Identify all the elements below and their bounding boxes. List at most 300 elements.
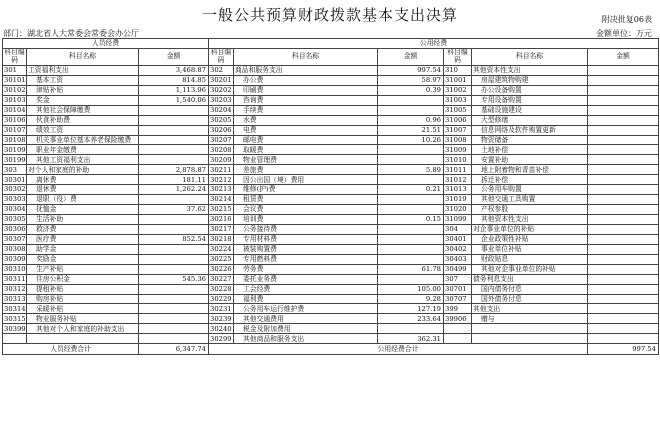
table-row bbox=[3, 115, 659, 125]
capital-amount bbox=[588, 254, 659, 264]
capital-code: 31009 bbox=[444, 145, 472, 155]
personnel-name: 对个人和家庭的补助 bbox=[27, 165, 139, 175]
public-code: 30213 bbox=[210, 185, 232, 194]
capital-name: 其他对企事业单位的补贴 bbox=[472, 264, 588, 274]
personnel-amount bbox=[139, 304, 209, 314]
table-row bbox=[3, 125, 659, 135]
public-name: 电费 bbox=[234, 125, 378, 135]
public-code: 30204 bbox=[210, 105, 232, 114]
public-name: 物业管理费 bbox=[234, 155, 378, 165]
personnel-amount bbox=[139, 125, 209, 135]
personnel-code: 30107 bbox=[4, 125, 26, 134]
public-amount bbox=[378, 234, 444, 244]
capital-amount bbox=[588, 234, 659, 244]
table-number: 附决批复06表 bbox=[601, 15, 652, 24]
public-amount bbox=[378, 155, 444, 165]
personnel-amount: 3,468.87 bbox=[139, 65, 209, 75]
personnel-code: 30310 bbox=[4, 264, 26, 273]
personnel-amount bbox=[139, 334, 209, 344]
personnel-code: 303 bbox=[3, 165, 27, 175]
personnel-amount bbox=[139, 284, 209, 294]
personnel-amount bbox=[139, 155, 209, 165]
public-name: 邮电费 bbox=[234, 135, 378, 145]
capital-code: 307 bbox=[444, 274, 472, 284]
public-code: 30231 bbox=[210, 304, 232, 313]
table-row bbox=[3, 65, 659, 75]
public-amount: 0.39 bbox=[378, 85, 444, 95]
table-row bbox=[3, 304, 659, 314]
personnel-amount: 1,540.06 bbox=[139, 95, 209, 105]
capital-name: 公务用车购置 bbox=[472, 185, 588, 195]
capital-name bbox=[472, 334, 588, 344]
public-name: 会议费 bbox=[234, 205, 378, 215]
capital-amount bbox=[588, 165, 659, 175]
personnel-amount: 37.62 bbox=[139, 205, 209, 215]
personnel-name: 生产补贴 bbox=[27, 264, 139, 274]
personnel-amount bbox=[139, 224, 209, 234]
personnel-amount: 852.54 bbox=[139, 234, 209, 244]
public-amount bbox=[378, 244, 444, 254]
public-code: 30203 bbox=[210, 96, 232, 105]
table-row bbox=[3, 234, 659, 244]
capital-code: 31011 bbox=[444, 165, 472, 175]
public-name: 其他交通费用 bbox=[234, 314, 378, 324]
capital-name: 债务利息支出 bbox=[472, 274, 588, 284]
personnel-amount: 2,878.87 bbox=[139, 165, 209, 175]
public-name: 商品和服务支出 bbox=[234, 65, 378, 75]
capital-name: 安置补助 bbox=[472, 155, 588, 165]
personnel-name: 购房补贴 bbox=[27, 294, 139, 304]
personnel-code: 30109 bbox=[4, 145, 26, 154]
capital-name: 国外债务付息 bbox=[472, 294, 588, 304]
capital-name: 其他支出 bbox=[472, 304, 588, 314]
personnel-name bbox=[27, 334, 139, 344]
totals-row bbox=[3, 344, 659, 355]
personnel-code: 30308 bbox=[4, 245, 26, 254]
personnel-code: 30307 bbox=[4, 235, 26, 244]
public-code: 30202 bbox=[210, 86, 232, 95]
public-name: 手续费 bbox=[234, 105, 378, 115]
public-amount bbox=[378, 105, 444, 115]
col-header-amount: 金额 bbox=[139, 48, 209, 65]
capital-name: 信息网络及软件购置更新 bbox=[472, 125, 588, 135]
personnel-name: 机关事业单位基本养老保险缴费 bbox=[27, 135, 139, 145]
capital-amount bbox=[588, 195, 659, 205]
public-amount: 5.89 bbox=[378, 165, 444, 175]
public-name: 公务用车运行维护费 bbox=[234, 304, 378, 314]
public-name: 劳务费 bbox=[234, 264, 378, 274]
capital-name: 办公设备购置 bbox=[472, 85, 588, 95]
table-row bbox=[3, 165, 659, 175]
personnel-code: 30304 bbox=[4, 205, 26, 214]
table-row bbox=[3, 274, 659, 284]
public-amount: 10.26 bbox=[378, 135, 444, 145]
personnel-code: 30102 bbox=[4, 86, 26, 95]
capital-amount bbox=[588, 95, 659, 105]
department-label: 部门：湖北省人大常委会常委会办公厅 bbox=[3, 29, 139, 38]
public-code: 30240 bbox=[210, 324, 232, 333]
personnel-code: 30315 bbox=[4, 314, 26, 323]
capital-amount bbox=[588, 75, 659, 85]
col-header-name: 科目名称 bbox=[27, 48, 139, 65]
personnel-name: 绩效工资 bbox=[27, 125, 139, 135]
personnel-amount bbox=[139, 244, 209, 254]
public-section-header: 公用经费 bbox=[209, 39, 659, 49]
personnel-code: 30313 bbox=[4, 294, 26, 303]
public-name: 专用燃料费 bbox=[234, 254, 378, 264]
personnel-code: 30104 bbox=[4, 105, 26, 114]
personnel-name: 助学金 bbox=[27, 244, 139, 254]
personnel-amount bbox=[139, 145, 209, 155]
capital-code: 31020 bbox=[444, 205, 472, 215]
personnel-code: 30311 bbox=[4, 274, 26, 283]
public-amount bbox=[378, 95, 444, 105]
table-row bbox=[3, 294, 659, 304]
table-row bbox=[3, 95, 659, 105]
capital-code: 31019 bbox=[444, 195, 472, 205]
col-header-code: 科目编码 bbox=[444, 48, 472, 65]
capital-name bbox=[472, 324, 588, 334]
personnel-code: 30301 bbox=[4, 175, 26, 184]
capital-amount bbox=[588, 274, 659, 284]
capital-name: 土地补偿 bbox=[472, 145, 588, 155]
public-name: 其他商品和服务支出 bbox=[234, 334, 378, 344]
public-code: 30226 bbox=[210, 264, 232, 273]
col-header-amount: 金额 bbox=[378, 48, 444, 65]
public-amount bbox=[378, 145, 444, 155]
public-name: 税金及附加费用 bbox=[234, 324, 378, 334]
personnel-name: 伙食补助费 bbox=[27, 115, 139, 125]
capital-name: 产权参股 bbox=[472, 205, 588, 215]
public-amount: 21.51 bbox=[378, 125, 444, 135]
public-code: 30201 bbox=[210, 76, 232, 85]
personnel-name: 奖励金 bbox=[27, 254, 139, 264]
table-row bbox=[3, 155, 659, 165]
capital-name: 其他资本性支出 bbox=[472, 65, 588, 75]
table-row bbox=[3, 195, 659, 205]
public-amount: 0.21 bbox=[378, 185, 444, 195]
public-name: 委托业务费 bbox=[234, 274, 378, 284]
capital-name: 拆迁补偿 bbox=[472, 175, 588, 185]
capital-amount bbox=[588, 314, 659, 324]
capital-name: 其他交通工具购置 bbox=[472, 195, 588, 205]
capital-amount bbox=[588, 304, 659, 314]
public-code: 30207 bbox=[210, 135, 232, 144]
public-code: 302 bbox=[209, 65, 234, 75]
public-name: 咨询费 bbox=[234, 95, 378, 105]
capital-code bbox=[444, 334, 472, 344]
capital-name: 房屋建筑物购建 bbox=[472, 75, 588, 85]
col-header-name: 科目名称 bbox=[472, 48, 588, 65]
capital-name: 事业单位补贴 bbox=[472, 244, 588, 254]
capital-amount bbox=[588, 105, 659, 115]
table-row bbox=[3, 224, 659, 234]
personnel-section-header: 人员经费 bbox=[3, 39, 209, 49]
capital-code: 31008 bbox=[444, 135, 472, 145]
capital-name: 财政贴息 bbox=[472, 254, 588, 264]
capital-code: 31003 bbox=[444, 95, 472, 105]
personnel-name: 其他工资福利支出 bbox=[27, 155, 139, 165]
public-name: 办公费 bbox=[234, 75, 378, 85]
capital-name: 大型修缮 bbox=[472, 115, 588, 125]
table-row bbox=[3, 135, 659, 145]
capital-amount bbox=[588, 324, 659, 334]
public-total-value: 997.54 bbox=[588, 344, 659, 355]
table-row bbox=[3, 175, 659, 185]
personnel-name: 奖金 bbox=[27, 95, 139, 105]
personnel-total-label: 人员经费合计 bbox=[3, 344, 139, 355]
public-amount: 127.19 bbox=[378, 304, 444, 314]
capital-amount bbox=[588, 224, 659, 234]
personnel-code: 30306 bbox=[4, 225, 26, 234]
public-amount: 0.96 bbox=[378, 115, 444, 125]
personnel-code: 30106 bbox=[4, 115, 26, 124]
public-total-label: 公用经费合计 bbox=[209, 344, 588, 355]
public-code: 30217 bbox=[210, 225, 232, 234]
table-body bbox=[3, 65, 659, 343]
personnel-name: 物业服务补贴 bbox=[27, 314, 139, 324]
public-name: 维修(护)费 bbox=[234, 185, 378, 195]
personnel-name: 基本工资 bbox=[27, 75, 139, 85]
personnel-name: 其他社会保障缴费 bbox=[27, 105, 139, 115]
capital-code: 399 bbox=[444, 304, 472, 314]
public-code: 30299 bbox=[210, 334, 232, 343]
public-name: 公务接待费 bbox=[234, 224, 378, 234]
public-amount: 61.78 bbox=[378, 264, 444, 274]
public-code: 30208 bbox=[210, 145, 232, 154]
table-row bbox=[3, 334, 659, 344]
personnel-amount bbox=[139, 314, 209, 324]
public-code: 30227 bbox=[210, 274, 232, 283]
public-name: 工会经费 bbox=[234, 284, 378, 294]
public-code: 30218 bbox=[210, 235, 232, 244]
personnel-amount: 545.36 bbox=[139, 274, 209, 284]
table-row bbox=[3, 185, 659, 195]
public-code: 30239 bbox=[210, 314, 232, 323]
table-row bbox=[3, 264, 659, 274]
capital-amount bbox=[588, 125, 659, 135]
personnel-amount bbox=[139, 105, 209, 115]
capital-name: 基础设施建设 bbox=[472, 105, 588, 115]
public-code: 30225 bbox=[210, 255, 232, 264]
personnel-amount bbox=[139, 324, 209, 334]
public-name: 水费 bbox=[234, 115, 378, 125]
personnel-code: 30302 bbox=[4, 185, 26, 194]
capital-amount bbox=[588, 175, 659, 185]
personnel-amount bbox=[139, 264, 209, 274]
capital-code: 310 bbox=[444, 65, 472, 75]
public-amount: 58.97 bbox=[378, 75, 444, 85]
personnel-code: 30108 bbox=[4, 135, 26, 144]
table-row bbox=[3, 215, 659, 225]
public-name: 因公出国（境）费用 bbox=[234, 175, 378, 185]
personnel-code: 301 bbox=[3, 65, 27, 75]
public-name: 福利费 bbox=[234, 294, 378, 304]
personnel-code: 30103 bbox=[4, 96, 26, 105]
public-amount: 233.64 bbox=[378, 314, 444, 324]
capital-code: 31002 bbox=[444, 85, 472, 95]
capital-amount bbox=[588, 65, 659, 75]
personnel-amount bbox=[139, 254, 209, 264]
capital-amount bbox=[588, 264, 659, 274]
expenditure-table bbox=[2, 38, 659, 355]
capital-code: 31010 bbox=[444, 155, 472, 165]
table-row bbox=[3, 85, 659, 95]
public-amount: 997.54 bbox=[378, 65, 444, 75]
capital-amount bbox=[588, 155, 659, 165]
personnel-amount bbox=[139, 294, 209, 304]
capital-code: 31005 bbox=[444, 105, 472, 115]
personnel-code: 30312 bbox=[4, 284, 26, 293]
col-header-code: 科目编码 bbox=[4, 48, 25, 64]
personnel-amount bbox=[139, 135, 209, 145]
personnel-name: 职业年金缴费 bbox=[27, 145, 139, 155]
public-amount bbox=[378, 195, 444, 205]
personnel-amount: 1,113.96 bbox=[139, 85, 209, 95]
public-name: 专用材料费 bbox=[234, 234, 378, 244]
capital-code bbox=[444, 324, 472, 334]
public-code: 30215 bbox=[210, 205, 232, 214]
personnel-code: 30199 bbox=[4, 155, 26, 164]
public-code: 30229 bbox=[210, 294, 232, 303]
personnel-name: 退休费 bbox=[27, 185, 139, 195]
public-code: 30214 bbox=[210, 195, 232, 204]
capital-code: 30707 bbox=[444, 294, 472, 304]
table-row bbox=[3, 105, 659, 115]
col-header-code: 科目编码 bbox=[209, 48, 234, 65]
public-amount bbox=[378, 224, 444, 234]
public-name: 租赁费 bbox=[234, 195, 378, 205]
table-row bbox=[3, 284, 659, 294]
personnel-amount: 814.85 bbox=[139, 75, 209, 85]
table-row bbox=[3, 244, 659, 254]
capital-code: 31099 bbox=[444, 215, 472, 225]
capital-code: 30499 bbox=[444, 264, 472, 274]
public-code: 30228 bbox=[210, 284, 232, 293]
table-row bbox=[3, 324, 659, 334]
capital-code: 30701 bbox=[444, 284, 472, 294]
personnel-amount: 181.11 bbox=[139, 175, 209, 185]
public-amount: 105.00 bbox=[378, 284, 444, 294]
public-amount bbox=[378, 205, 444, 215]
personnel-name: 提租补贴 bbox=[27, 284, 139, 294]
personnel-name: 生活补助 bbox=[27, 215, 139, 225]
public-code: 30205 bbox=[210, 115, 232, 124]
capital-code: 39906 bbox=[444, 314, 472, 324]
personnel-name: 采暖补贴 bbox=[27, 304, 139, 314]
capital-name: 国内债务付息 bbox=[472, 284, 588, 294]
public-name: 取暖费 bbox=[234, 145, 378, 155]
capital-amount bbox=[588, 205, 659, 215]
capital-code: 31006 bbox=[444, 115, 472, 125]
public-name: 被装购置费 bbox=[234, 244, 378, 254]
capital-name: 物资储备 bbox=[472, 135, 588, 145]
capital-amount bbox=[588, 145, 659, 155]
public-amount bbox=[378, 175, 444, 185]
capital-amount bbox=[588, 294, 659, 304]
report-title: 一般公共预算财政拨款基本支出决算 bbox=[201, 6, 458, 24]
public-name: 印刷费 bbox=[234, 85, 378, 95]
public-code: 30212 bbox=[210, 175, 232, 184]
capital-code: 30402 bbox=[444, 244, 472, 254]
table-row bbox=[3, 254, 659, 264]
personnel-code: 30305 bbox=[4, 215, 26, 224]
personnel-amount: 1,262.24 bbox=[139, 185, 209, 195]
table-row bbox=[3, 75, 659, 85]
capital-name: 企业政策性补贴 bbox=[472, 234, 588, 244]
public-code: 30211 bbox=[210, 165, 232, 174]
capital-code: 31013 bbox=[444, 185, 472, 195]
public-amount bbox=[378, 324, 444, 334]
col-header-amount: 金额 bbox=[588, 48, 659, 65]
personnel-amount bbox=[139, 195, 209, 205]
public-amount: 9.28 bbox=[378, 294, 444, 304]
personnel-name: 其他对个人和家庭的补助支出 bbox=[27, 324, 139, 334]
capital-amount bbox=[588, 115, 659, 125]
unit-label: 金额单位：万元 bbox=[596, 29, 652, 38]
public-amount: 362.31 bbox=[378, 334, 444, 344]
personnel-name: 救济费 bbox=[27, 224, 139, 234]
capital-amount bbox=[588, 244, 659, 254]
personnel-name: 医疗费 bbox=[27, 234, 139, 244]
capital-code: 31007 bbox=[444, 125, 472, 135]
capital-amount bbox=[588, 284, 659, 294]
capital-name: 地上附着物和青苗补偿 bbox=[472, 165, 588, 175]
public-name: 差旅费 bbox=[234, 165, 378, 175]
personnel-name: 退职（役）费 bbox=[27, 195, 139, 205]
capital-amount bbox=[588, 215, 659, 225]
personnel-code: 30303 bbox=[4, 195, 26, 204]
personnel-code: 30101 bbox=[4, 76, 26, 85]
personnel-name: 津贴补贴 bbox=[27, 85, 139, 95]
capital-amount bbox=[588, 135, 659, 145]
personnel-code bbox=[3, 334, 27, 344]
capital-name: 赠与 bbox=[472, 314, 588, 324]
capital-code: 30403 bbox=[444, 254, 472, 264]
capital-code: 304 bbox=[444, 224, 472, 234]
personnel-name: 工资福利支出 bbox=[27, 65, 139, 75]
personnel-name: 住房公积金 bbox=[27, 274, 139, 284]
personnel-amount bbox=[139, 115, 209, 125]
public-amount: 0.15 bbox=[378, 215, 444, 225]
capital-amount bbox=[588, 85, 659, 95]
col-header-name: 科目名称 bbox=[234, 48, 378, 65]
table-row bbox=[3, 314, 659, 324]
capital-code: 31001 bbox=[444, 75, 472, 85]
public-code: 30216 bbox=[210, 215, 232, 224]
personnel-name: 离休费 bbox=[27, 175, 139, 185]
public-code: 30224 bbox=[210, 245, 232, 254]
public-name: 培训费 bbox=[234, 215, 378, 225]
personnel-name: 抚恤金 bbox=[27, 205, 139, 215]
capital-amount bbox=[588, 334, 659, 344]
personnel-total-value: 6,347.74 bbox=[139, 344, 209, 355]
table-row bbox=[3, 145, 659, 155]
capital-name: 其他资本性支出 bbox=[472, 215, 588, 225]
public-code: 30206 bbox=[210, 125, 232, 134]
personnel-code: 30309 bbox=[4, 255, 26, 264]
personnel-amount bbox=[139, 215, 209, 225]
public-amount bbox=[378, 274, 444, 284]
table-row bbox=[3, 205, 659, 215]
capital-name: 对企事业单位的补贴 bbox=[472, 224, 588, 234]
public-code: 30209 bbox=[210, 155, 232, 164]
capital-name: 专用设备购置 bbox=[472, 95, 588, 105]
capital-code: 30401 bbox=[444, 234, 472, 244]
capital-code: 31012 bbox=[444, 175, 472, 185]
personnel-code: 30399 bbox=[4, 324, 26, 333]
public-amount bbox=[378, 254, 444, 264]
